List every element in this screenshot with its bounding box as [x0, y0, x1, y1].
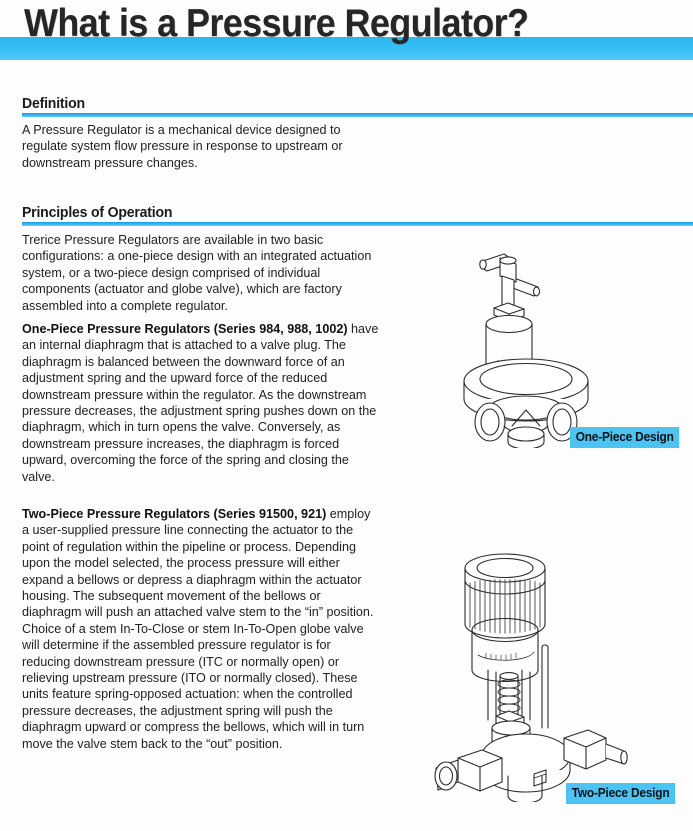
- principles-heading-text: Principles of Operation: [22, 205, 173, 221]
- one-piece-body-text: have an internal diaphragm that is attached to a valve plug. The diaphragm is balanced between the downward force of an adjustment spring and the upward force of the reduced downstream pressure within the regulator. As the downstream pressure decreases, the adjustment spring pushes down on the diaphragm, which in turn opens the valve. Conversely, as downstream pressure increases, the diaphragm is forced upward, overcoming the force of the spring and closing the valve.: [22, 322, 379, 484]
- principles-heading-rule: [22, 222, 693, 226]
- definition-heading-text: Definition: [22, 96, 85, 112]
- two-piece-paragraph: [22, 506, 380, 752]
- definition-paragraph: A Pressure Regulator is a mechanical device designed to regulate system flow pressure in response to upstream or downstream pressure changes.: [22, 123, 343, 170]
- one-piece-paragraph: [22, 321, 380, 485]
- page-title: What is a Pressure Regulator?: [24, 2, 529, 45]
- two-piece-lead-in: Two-Piece Pressure Regulators (Series 91500, 921): [22, 507, 327, 521]
- one-piece-design-label: One-Piece Design: [570, 427, 679, 448]
- principles-intro-paragraph: Trerice Pressure Regulators are available in two basic configurations: a one-piece design with an integrated actuation system, or a two-piece design comprised of individual components (actuator and globe valve), which are factory assembled into a complete regulator.: [22, 233, 372, 313]
- two-piece-body-text: employ a user-supplied pressure line connecting the actuator to the point of regulation within the pipeline or process. Depending upon the model selected, the process pressure will either expand a bellows or depress a diaphragm within the actuator housing. The subsequent movement of the bellows or diaphragm will push an attached valve stem to the “in” position. Choice of a stem In-To-Close or stem In-To-Open globe valve will determine if the assembled pressure regulator is for reducing downstream pressure (ITC or normally open) or relieving upstream pressure (ITO or normally closed). These units feature spring-opposed actuation: when the controlled pressure decreases, the adjustment spring will push the diaphragm upward or compress the bellows, which will in turn move the valve stem back to the “out” position.: [22, 507, 374, 751]
- page-header: [0, 0, 693, 70]
- two-piece-regulator-illustration: [430, 552, 670, 802]
- section-heading-principles: [22, 205, 693, 226]
- definition-heading-rule: [22, 113, 693, 117]
- two-piece-design-label: Two-Piece Design: [566, 783, 675, 804]
- one-piece-regulator-illustration: [438, 248, 658, 448]
- section-heading-definition: [22, 96, 693, 117]
- one-piece-lead-in: One-Piece Pressure Regulators (Series 984, 988, 1002): [22, 322, 348, 336]
